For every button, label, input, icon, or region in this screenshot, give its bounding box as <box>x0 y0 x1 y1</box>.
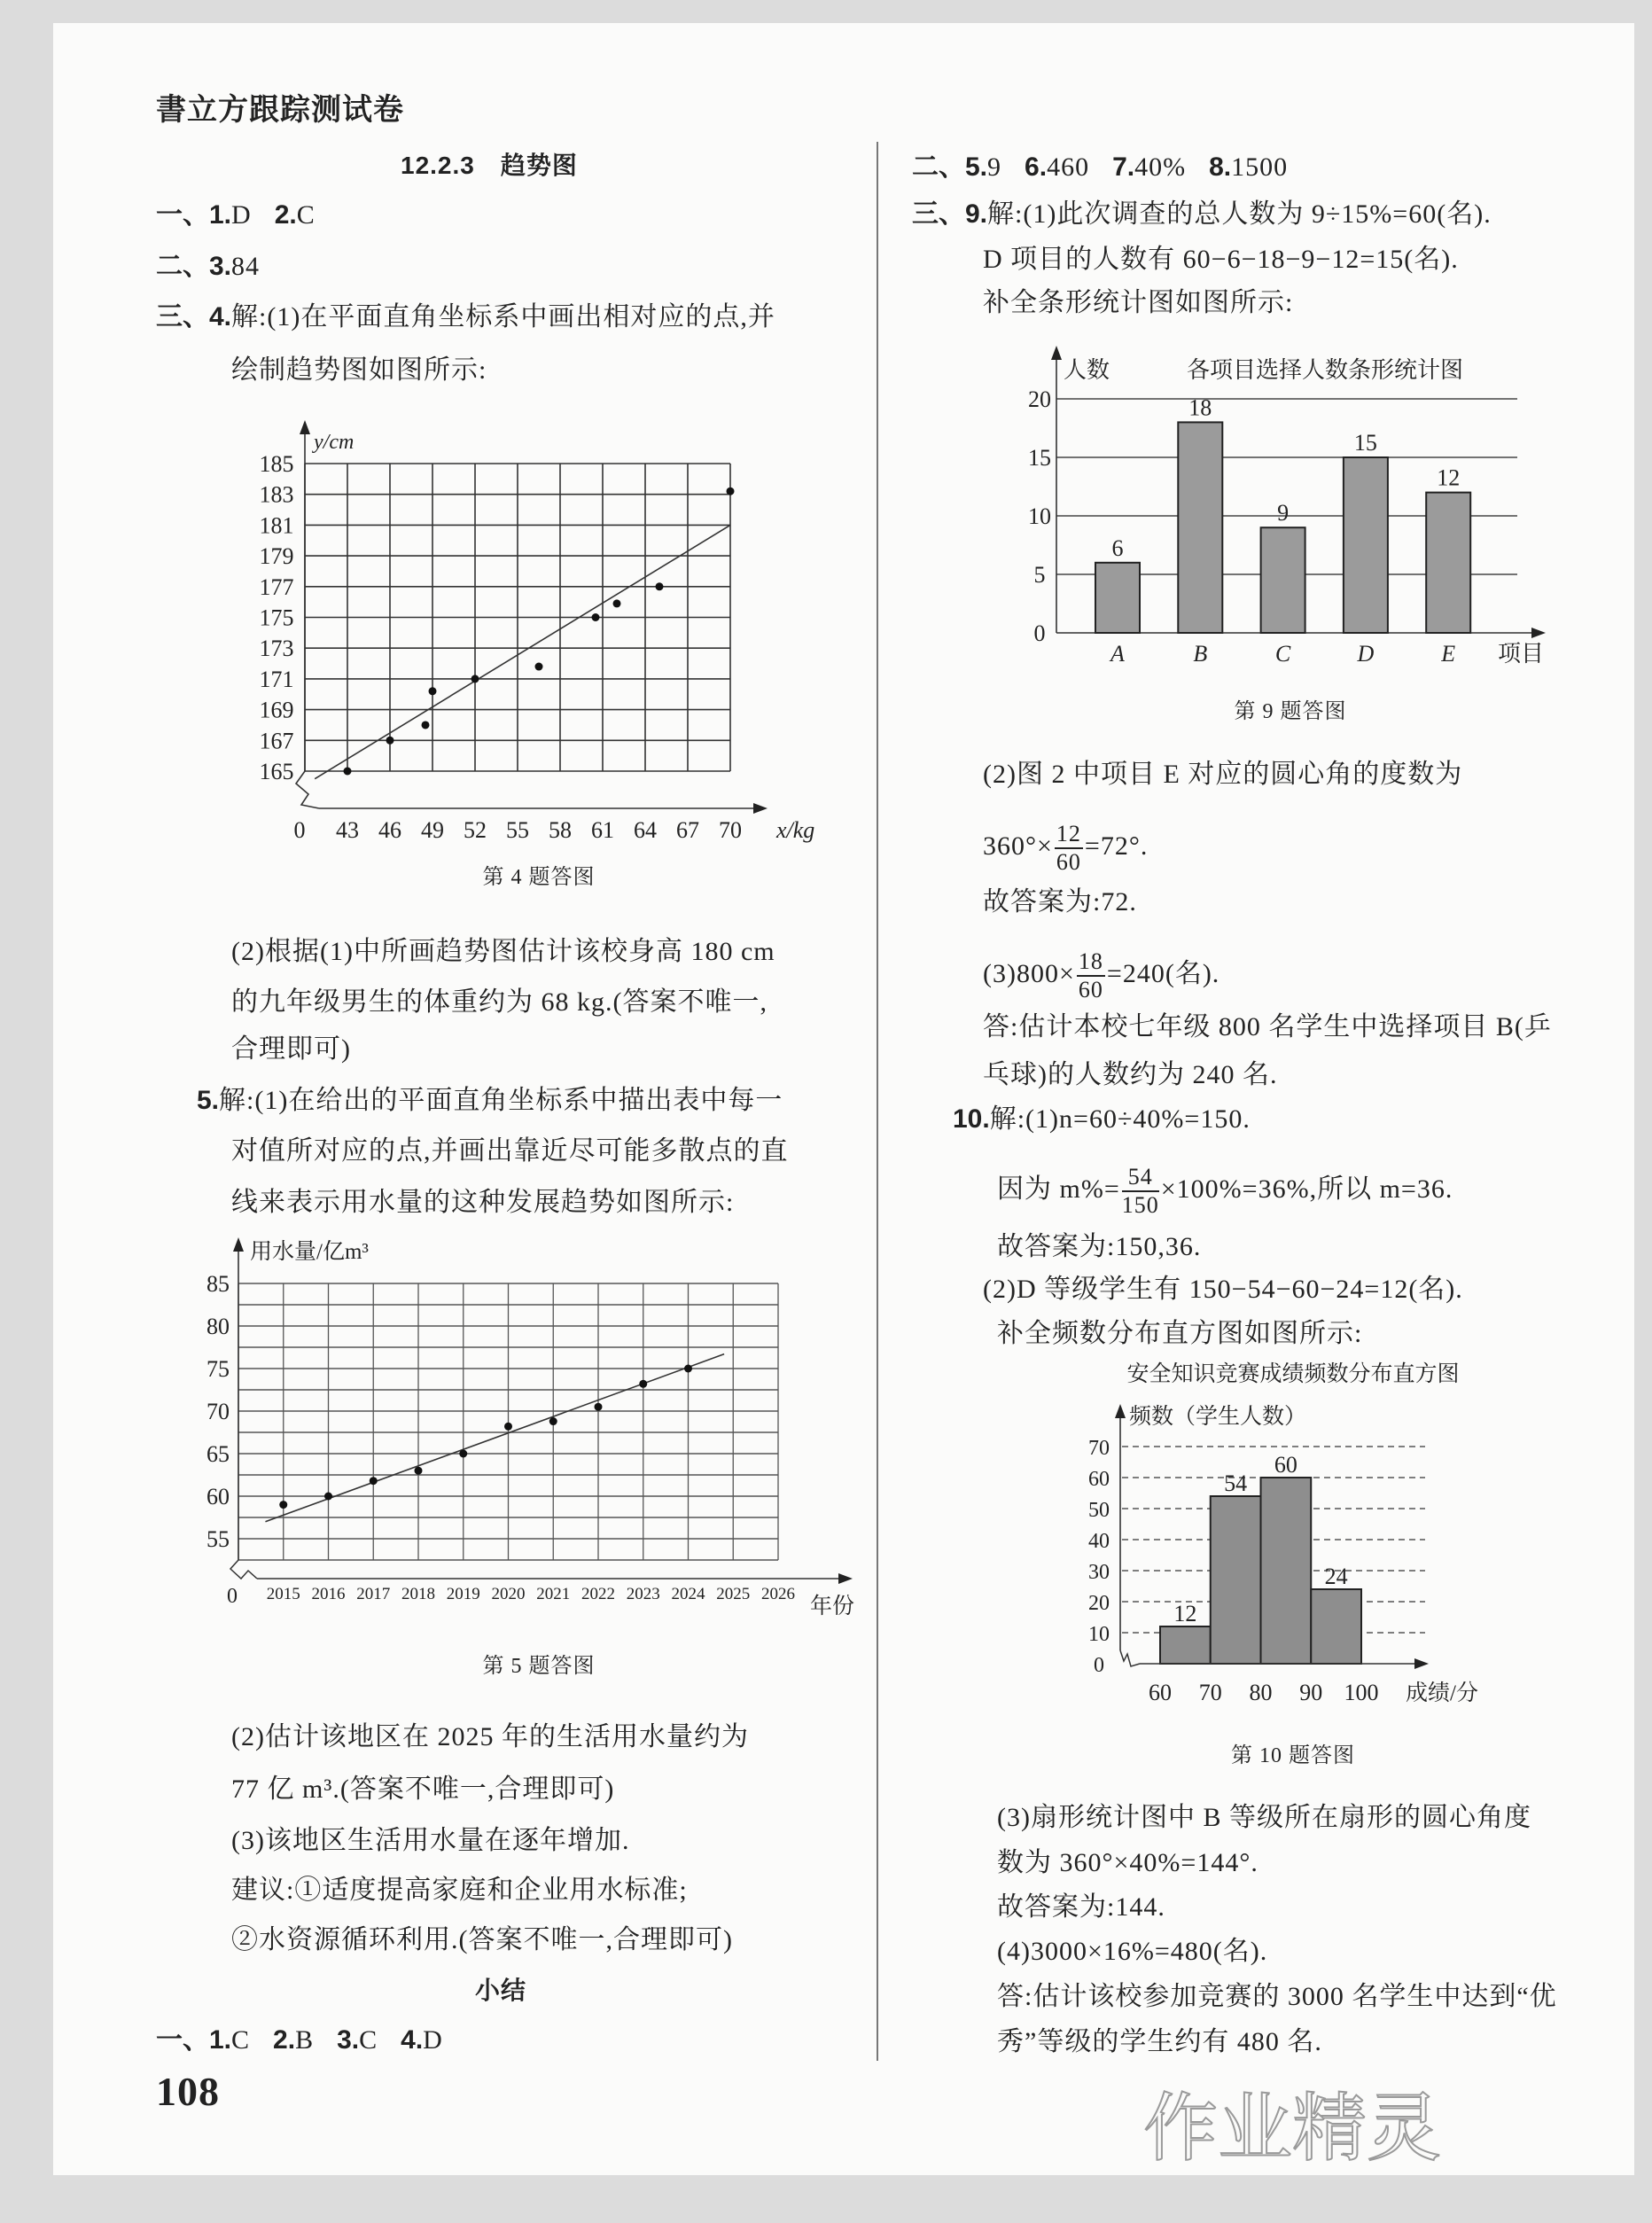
numerator: 54 <box>1122 1164 1159 1192</box>
answer-text: 解:(1)n=60÷40%=150. <box>989 1104 1251 1134</box>
question-number: 三、9. <box>912 199 988 229</box>
y-tick-label: 50 <box>1088 1499 1110 1522</box>
question-number: 2. <box>274 200 297 230</box>
origin-label: 0 <box>293 817 306 843</box>
formula-text: ×100%=36%,所以 m=36. <box>1160 1174 1453 1204</box>
question-number: 3. <box>337 2025 360 2055</box>
x-tick-label: 61 <box>591 817 614 843</box>
answer-line-q10 <box>953 1104 1251 1135</box>
formula-text: 360°× <box>983 831 1053 861</box>
answer-line-q4 <box>156 301 775 333</box>
y-axis-label: 频数（学生人数） <box>1129 1405 1307 1429</box>
answer-text: 故答案为:72. <box>983 887 1137 916</box>
answer: 1500 <box>1231 152 1289 182</box>
x-category-label: C <box>1274 641 1291 667</box>
bar-value-label: 12 <box>1173 1601 1197 1626</box>
y-tick-label: 55 <box>206 1526 230 1552</box>
x-tick-label: 80 <box>1249 1680 1273 1705</box>
answer: 460 <box>1047 152 1090 182</box>
x-axis-label: x/kg <box>776 817 815 843</box>
answer-line-fill <box>912 152 1288 183</box>
answer-line-q5 <box>197 1085 783 1117</box>
watermark: 作业精灵 <box>1143 2088 1442 2171</box>
y-tick-label: 175 <box>259 604 294 631</box>
x-axis-label: 项目 <box>1498 641 1545 667</box>
formula-text: =240(名). <box>1106 958 1220 988</box>
x-tick-label: 70 <box>1198 1680 1222 1705</box>
x-tick-label: 58 <box>549 817 572 843</box>
y-tick-label: 20 <box>1088 1592 1110 1615</box>
denominator: 60 <box>1078 977 1103 1002</box>
y-tick-label: 70 <box>206 1399 230 1424</box>
question-number: 二、5. <box>912 152 988 182</box>
answer-text: 绘制趋势图如图所示: <box>231 355 487 385</box>
answer: 9 <box>987 152 1002 182</box>
answer-text: 补全频数分布直方图如图所示: <box>997 1319 1363 1348</box>
origin-label: 0 <box>227 1585 238 1608</box>
y-tick-label: 85 <box>206 1271 230 1297</box>
x-tick-label: 2021 <box>536 1585 571 1603</box>
question-number: 三、4. <box>156 302 232 332</box>
bar-value-label: 18 <box>1188 394 1212 421</box>
section-title: 12.2.3 趋势图 <box>401 152 578 179</box>
answer: D <box>231 200 252 230</box>
fraction <box>1077 948 1105 1003</box>
y-tick-label: 165 <box>259 759 294 784</box>
fraction <box>1055 821 1083 876</box>
x-tick-label: 2020 <box>491 1585 526 1603</box>
question-number: 6. <box>1025 152 1048 182</box>
x-category-label: A <box>1110 641 1125 667</box>
y-tick-label: 10 <box>1028 503 1051 529</box>
x-tick-label: 49 <box>421 817 444 843</box>
answer-formula <box>983 948 1220 1003</box>
answer-text: D 项目的人数有 60−6−18−9−12=15(名). <box>983 245 1459 274</box>
answer-formula <box>983 821 1148 876</box>
question-number: 4. <box>401 2025 424 2055</box>
answer-text: 答:估计本校七年级 800 名学生中选择项目 B(乒 <box>983 1012 1552 1041</box>
x-tick-label: 2019 <box>446 1585 480 1603</box>
numerator: 18 <box>1077 948 1105 977</box>
x-tick-label: 43 <box>336 817 359 843</box>
figure-caption: 第 10 题答图 <box>1231 1744 1355 1767</box>
answer-text: 解:(1)此次调查的总人数为 9÷15%=60(名). <box>987 199 1492 229</box>
chart-title: 安全知识竞赛成绩频数分布直方图 <box>1126 1362 1460 1386</box>
x-tick-label: 67 <box>676 817 699 843</box>
x-tick-label: 2026 <box>761 1585 795 1603</box>
answer-line-summary <box>156 2024 443 2056</box>
y-tick-label: 0 <box>1094 1654 1104 1677</box>
y-tick-label: 173 <box>259 636 294 662</box>
answer-text: 秀”等级的学生约有 480 名. <box>997 2027 1322 2056</box>
y-tick-label: 169 <box>259 697 294 723</box>
answer-text: 建议:①适度提高家庭和企业用水标准; <box>231 1876 688 1905</box>
answer-text: (2)D 等级学生有 150−54−60−24=12(名). <box>983 1275 1463 1304</box>
x-tick-label: 2015 <box>266 1585 300 1603</box>
answer-text: (4)3000×16%=480(名). <box>997 1937 1268 1966</box>
bar-value-label: 6 <box>1111 534 1124 561</box>
x-tick-label: 60 <box>1149 1680 1172 1705</box>
numerator: 12 <box>1055 821 1083 849</box>
x-tick-label: 46 <box>378 817 401 843</box>
answer-text: 解:(1)在给出的平面直角坐标系中描出表中每一 <box>219 1086 783 1115</box>
answer-text: 故答案为:150,36. <box>997 1232 1202 1261</box>
bar-value-label: 60 <box>1274 1452 1297 1478</box>
x-tick-label: 2018 <box>401 1585 435 1603</box>
x-tick-label: 52 <box>464 817 487 843</box>
question-number: 二、3. <box>156 252 232 281</box>
x-tick-label: 2016 <box>311 1585 346 1603</box>
question-number: 5. <box>197 1086 220 1115</box>
summary-title: 小结 <box>475 1977 527 2004</box>
answer: C <box>231 2025 251 2055</box>
answer-text: 故答案为:144. <box>997 1892 1165 1922</box>
figure-caption: 第 4 题答图 <box>482 866 596 889</box>
answer-text: (2)估计该地区在 2025 年的生活用水量约为 <box>231 1722 749 1751</box>
y-tick-label: 10 <box>1088 1623 1110 1646</box>
y-tick-label: 5 <box>1033 562 1046 588</box>
answer-text: 数为 360°×40%=144°. <box>997 1848 1258 1877</box>
bar-value-label: 15 <box>1353 430 1377 456</box>
answer-text: 合理即可) <box>231 1034 351 1064</box>
y-tick-label: 70 <box>1088 1437 1110 1460</box>
chart-title: 各项目选择人数条形统计图 <box>1186 357 1464 383</box>
y-axis-label: y/cm <box>314 431 355 454</box>
x-tick-label: 70 <box>719 817 742 843</box>
x-tick-label: 2017 <box>356 1585 391 1603</box>
y-tick-label: 60 <box>206 1484 230 1509</box>
answer-text: (2)图 2 中项目 E 对应的圆心角的度数为 <box>983 760 1463 789</box>
answer-line-choice <box>156 199 316 231</box>
answer-text: 的九年级男生的体重约为 68 kg.(答案不唯一, <box>231 987 768 1017</box>
y-tick-label: 80 <box>206 1314 230 1339</box>
formula-text: 因为 m%= <box>997 1174 1120 1204</box>
answer: 40% <box>1134 152 1187 182</box>
answer: B <box>295 2025 315 2055</box>
x-tick-label: 64 <box>634 817 657 843</box>
fraction <box>1122 1164 1159 1219</box>
answer-text: 77 亿 m³.(答案不唯一,合理即可) <box>231 1774 615 1804</box>
x-tick-label: 55 <box>506 817 529 843</box>
figure-caption: 第 9 题答图 <box>1234 700 1347 723</box>
y-tick-label: 60 <box>1088 1468 1110 1491</box>
y-tick-label: 167 <box>259 728 294 754</box>
answer: C <box>296 200 316 230</box>
y-tick-label: 40 <box>1088 1530 1110 1553</box>
answer: C <box>359 2025 378 2055</box>
bar-value-label: 54 <box>1224 1470 1248 1496</box>
x-category-label: E <box>1441 641 1456 667</box>
x-tick-label: 2025 <box>716 1585 751 1603</box>
question-number: 8. <box>1209 152 1232 182</box>
question-number: 一、1. <box>156 2025 232 2055</box>
x-axis-label: 成绩/分 <box>1406 1681 1478 1705</box>
x-axis-label: 年份 <box>810 1595 855 1618</box>
x-tick-label: 100 <box>1344 1680 1379 1705</box>
x-tick-label: 90 <box>1299 1680 1323 1705</box>
answer-text: (3)扇形统计图中 B 等级所在扇形的圆心角度 <box>997 1803 1531 1832</box>
bar-value-label: 9 <box>1277 500 1290 526</box>
x-category-label: D <box>1357 641 1375 667</box>
answer: D <box>423 2025 443 2055</box>
denominator: 60 <box>1056 849 1081 875</box>
column-divider <box>877 142 878 2061</box>
y-tick-label: 20 <box>1028 386 1051 412</box>
y-axis-label: 用水量/亿m³ <box>250 1240 369 1264</box>
question-number: 2. <box>273 2025 296 2055</box>
answer-text: 解:(1)在平面直角坐标系中画出相对应的点,并 <box>231 302 775 332</box>
question-number: 一、1. <box>156 200 232 230</box>
y-tick-label: 181 <box>259 512 294 539</box>
answer-text: 线来表示用水量的这种发展趋势如图所示: <box>231 1188 735 1217</box>
y-tick-label: 75 <box>206 1356 230 1382</box>
x-tick-label: 2022 <box>581 1585 615 1603</box>
answer-text: 答:估计该校参加竞赛的 3000 名学生中达到“优 <box>997 1982 1557 2011</box>
answer-text: (2)根据(1)中所画趋势图估计该校身高 180 cm <box>231 937 775 966</box>
y-axis-label: 人数 <box>1064 357 1110 383</box>
book-title: 書立方跟踪测试卷 <box>156 93 404 127</box>
answer: 84 <box>231 252 261 281</box>
x-category-label: B <box>1193 641 1208 667</box>
answer-text: 乓球)的人数约为 240 名. <box>983 1060 1278 1089</box>
bar-value-label: 12 <box>1437 464 1461 491</box>
answer-text: 对值所对应的点,并画出靠近尽可能多散点的直 <box>231 1136 789 1166</box>
y-tick-label: 183 <box>259 481 294 508</box>
denominator: 150 <box>1121 1192 1159 1218</box>
page-number: 108 <box>156 2069 220 2114</box>
answer-line-q9 <box>912 199 1492 230</box>
answer-text: ②水资源循环利用.(答案不唯一,合理即可) <box>231 1925 733 1954</box>
formula-text: =72°. <box>1084 831 1149 861</box>
y-tick-label: 171 <box>259 666 294 692</box>
y-tick-label: 179 <box>259 543 294 570</box>
x-tick-label: 2024 <box>671 1585 705 1603</box>
answer-line-fill <box>156 251 260 283</box>
y-tick-label: 65 <box>206 1441 230 1467</box>
answer-formula <box>997 1164 1453 1219</box>
y-tick-label: 177 <box>259 573 294 600</box>
x-tick-label: 2023 <box>626 1585 660 1603</box>
answer-text: 补全条形统计图如图所示: <box>983 288 1294 317</box>
y-tick-label: 15 <box>1028 445 1051 471</box>
y-tick-label: 0 <box>1033 620 1046 646</box>
bar-value-label: 24 <box>1324 1564 1348 1589</box>
answer-text: (3)该地区生活用水量在逐年增加. <box>231 1826 630 1855</box>
question-number: 10. <box>953 1104 990 1134</box>
y-tick-label: 30 <box>1088 1561 1110 1584</box>
figure-caption: 第 5 题答图 <box>482 1655 596 1678</box>
y-tick-label: 185 <box>259 451 294 477</box>
formula-text: (3)800× <box>983 958 1075 988</box>
question-number: 7. <box>1112 152 1135 182</box>
